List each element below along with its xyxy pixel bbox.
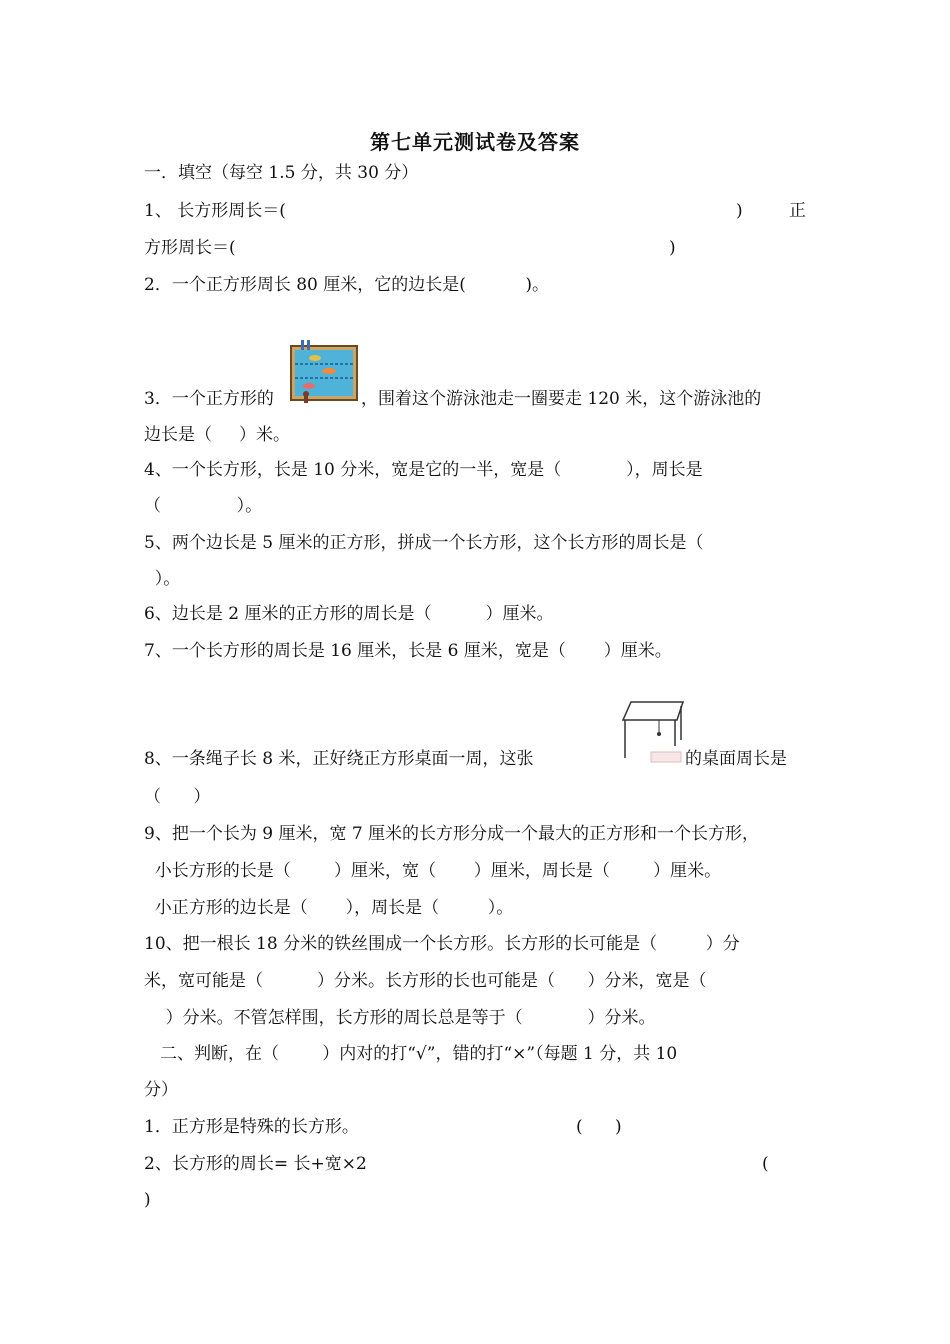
section1-heading: 一．填空（每空 1.5 分，共 30 分）: [144, 163, 419, 183]
q10-text: 10、把一根长 18 分米的铁丝围成一个长方形。长方形的长可能是（ ）分: [144, 934, 740, 954]
q4-text: 4、一个长方形，长是 10 分米，宽是它的一半，宽是（ ），周长是: [144, 460, 703, 480]
q3-text-start: 3．一个正方形的: [144, 389, 274, 409]
judge2-open-paren: (: [762, 1154, 769, 1174]
judge2-text: 2、长方形的周长= 长+宽×2: [144, 1154, 367, 1174]
q9-text: 9、把一个长为 9 厘米，宽 7 厘米的长方形分成一个最大的正方形和一个长方形，: [144, 824, 760, 844]
q9-text-line2: 小长方形的长是（ ）厘米，宽（ ）厘米，周长是（ ）厘米。: [144, 861, 722, 881]
q6-text: 6、边长是 2 厘米的正方形的周长是（ ）厘米。: [144, 604, 554, 624]
q2-text: 2．一个正方形周长 80 厘米，它的边长是( )。: [144, 275, 549, 295]
page-title: 第七单元测试卷及答案: [370, 130, 580, 154]
swimming-pool-image: [289, 338, 359, 404]
judge2-close-paren: ): [144, 1190, 151, 1210]
section2-heading-line2: 分）: [144, 1080, 178, 1100]
q1-close-paren: ): [736, 201, 743, 221]
q9-text-line3: 小正方形的边长是（ ），周长是（ ）。: [144, 898, 514, 918]
q8-text-start: 8、一条绳子长 8 米，正好绕正方形桌面一周，这张: [144, 749, 534, 769]
q8-text-end: 的桌面周长是: [685, 749, 787, 769]
q1-square-text: 方形周长＝(: [144, 238, 236, 258]
q3-text-end: ，围着这个游泳池走一圈要走 120 米，这个游泳池的: [361, 389, 762, 409]
judge1-answer-paren: ( ): [576, 1117, 622, 1137]
q5-text: 5、两个边长是 5 厘米的正方形，拼成一个长方形，这个长方形的周长是（: [144, 533, 704, 553]
q1-square-close-paren: ): [669, 238, 676, 258]
judge1-text: 1．正方形是特殊的长方形。: [144, 1117, 359, 1137]
q1-wrap-char: 正: [789, 201, 806, 221]
section2-heading: 二、判断，在（ ）内对的打“√”，错的打“×”（每题 1 分，共 10: [160, 1044, 678, 1064]
q8-text-line2: （ ）: [144, 787, 211, 807]
q10-text-line3: ）分米。不管怎样围，长方形的周长总是等于（ ）分米。: [144, 1008, 656, 1028]
q1-text: 1、 长方形周长＝(: [144, 201, 286, 221]
q5-text-line2: ）。: [144, 569, 181, 589]
q3-text-line2: 边长是（ ）米。: [144, 425, 291, 445]
table-image: [617, 698, 685, 764]
q4-text-line2: （ ）。: [144, 496, 263, 516]
q7-text: 7、一个长方形的周长是 16 厘米，长是 6 厘米，宽是（ ）厘米。: [144, 641, 672, 661]
q10-text-line2: 米，宽可能是（ ）分米。长方形的长也可能是（ ）分米，宽是（: [144, 971, 707, 991]
